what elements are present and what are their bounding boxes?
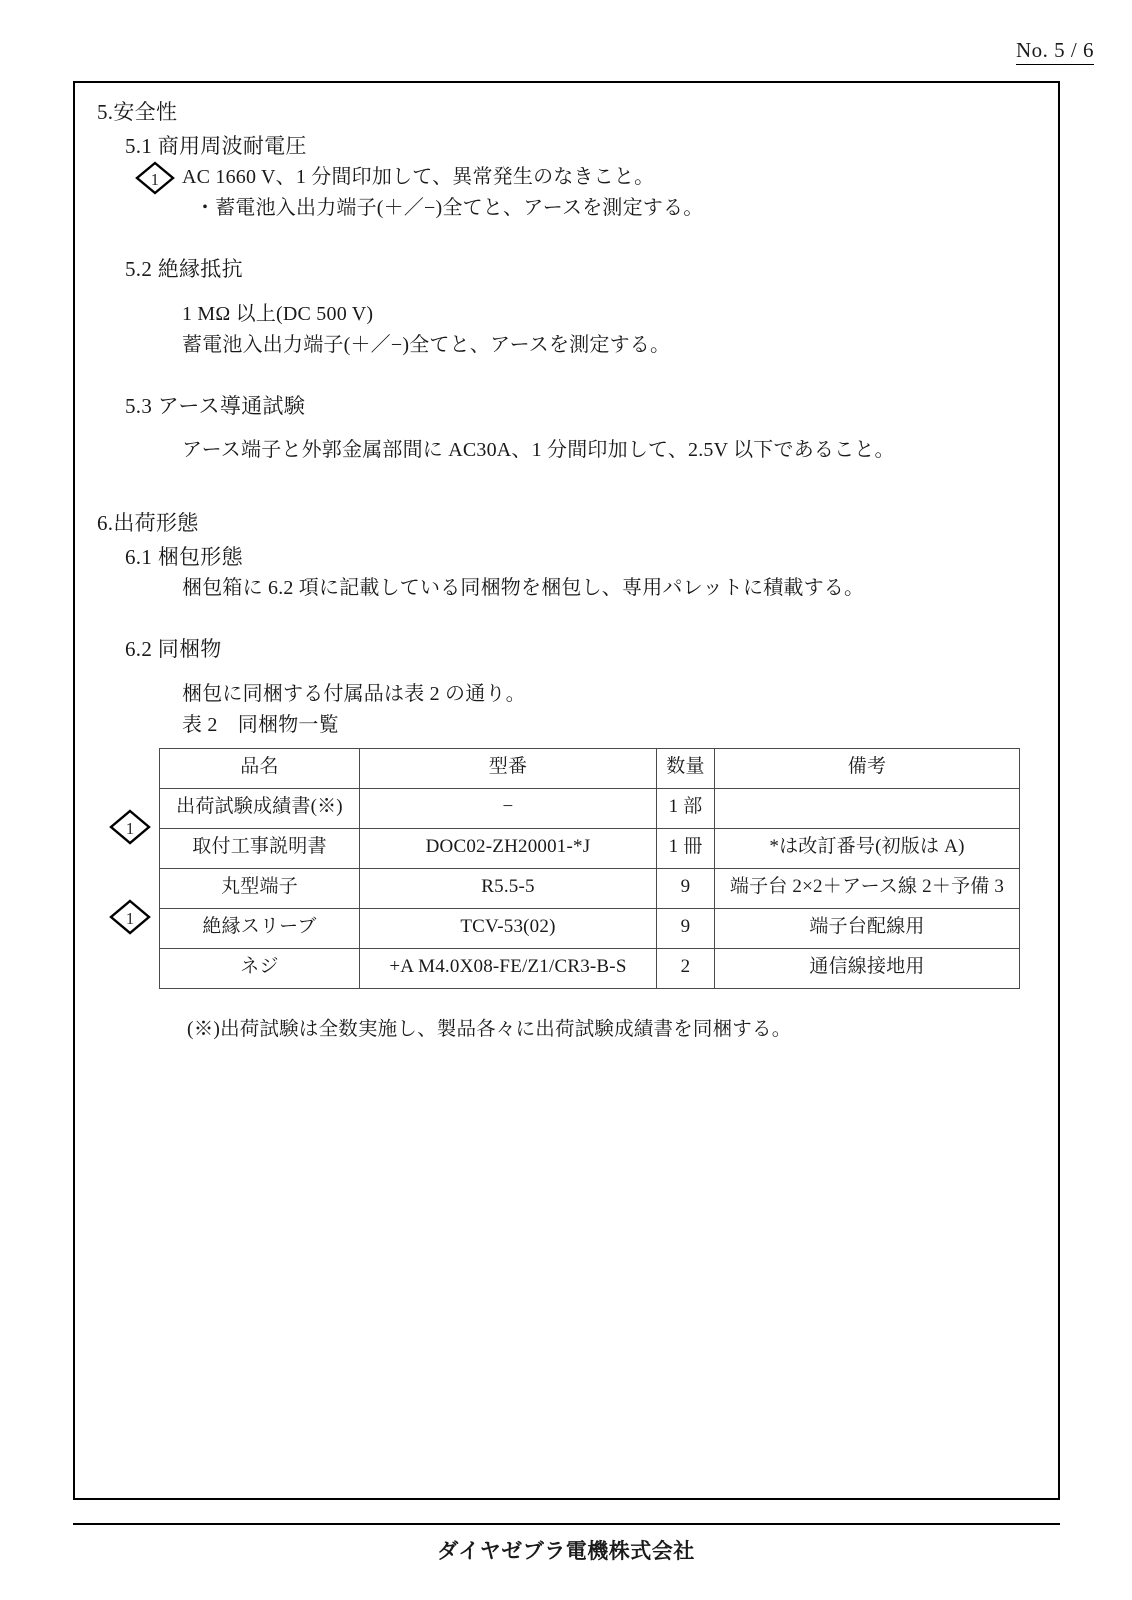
cell-note: 端子台 2×2＋アース線 2＋予備 3: [715, 868, 1020, 908]
cell-model: +A M4.0X08-FE/Z1/CR3-B-S: [360, 948, 657, 988]
cell-note: 通信線接地用: [715, 948, 1020, 988]
table-row: [160, 908, 1020, 948]
cell-qty: 2: [657, 948, 715, 988]
cell-name: 出荷試験成績書(※): [160, 788, 360, 828]
footer-company-name: ダイヤゼブラ電機株式会社: [437, 1540, 695, 1563]
subsection-heading-6-2: 6.2 同梱物: [125, 637, 222, 661]
cell-qty: 9: [657, 908, 715, 948]
cell-note: 端子台配線用: [715, 908, 1020, 948]
column-header-note: 備考: [715, 748, 1020, 788]
section-5-2-line-2: 蓄電池入出力端子(＋／−)全てと、アースを測定する。: [182, 333, 671, 356]
section-heading-5: 5.安全性: [97, 100, 178, 124]
spacer: [97, 286, 1036, 299]
revision-diamond-icon: [109, 899, 151, 935]
table-row: [160, 828, 1020, 868]
section-5-1-line-1: AC 1660 V、1 分間印加して、異常発生のなきこと。: [182, 166, 655, 188]
revision-diamond-icon: [135, 161, 175, 195]
table-footnote: (※)出荷試験は全数実施し、製品各々に出荷試験成績書を同梱する。: [187, 1018, 792, 1040]
spacer: [97, 361, 1036, 391]
section-6-1-line-1: 梱包箱に 6.2 項に記載している同梱物を梱包し、専用パレットに積載する。: [182, 577, 865, 599]
parts-table: [159, 748, 1020, 989]
column-header-name: 品名: [160, 748, 360, 788]
svg-text:1: 1: [125, 908, 135, 928]
section-heading-6: 6.出荷形態: [97, 511, 199, 535]
revision-diamond-icon: [109, 809, 151, 845]
svg-text:1: 1: [125, 818, 135, 838]
footer-divider: [73, 1523, 1060, 1525]
table-row: [160, 948, 1020, 988]
spacer: [97, 604, 1036, 634]
table-row: [160, 868, 1020, 908]
cell-model: −: [360, 788, 657, 828]
section-5-1-line-1-row: [97, 162, 1036, 193]
cell-name: ネジ: [160, 948, 360, 988]
column-header-model: 型番: [360, 748, 657, 788]
cell-qty: 9: [657, 868, 715, 908]
spacer: [97, 741, 1036, 748]
spacer: [97, 466, 1036, 508]
cell-name: 絶縁スリーブ: [160, 908, 360, 948]
cell-qty: 1 部: [657, 788, 715, 828]
section-5-2-line-1: 1 MΩ 以上(DC 500 V): [182, 302, 374, 325]
page-content-frame: [73, 81, 1060, 1500]
section-6-2-line-1: 梱包に同梱する付属品は表 2 の通り。: [182, 682, 526, 705]
cell-name: 丸型端子: [160, 868, 360, 908]
subsection-heading-5-3: 5.3 アース導通試験: [125, 393, 306, 418]
subsection-heading-6-1: 6.1 梱包形態: [125, 544, 243, 569]
cell-qty: 1 冊: [657, 828, 715, 868]
subsection-heading-5-1: 5.1 商用周波耐電圧: [125, 133, 307, 158]
spacer: [97, 666, 1036, 679]
parts-table-wrap: [97, 748, 1036, 989]
page-number-header: No. 5 / 6: [1016, 38, 1094, 65]
cell-note: [715, 788, 1020, 828]
page-content: [75, 83, 1058, 1498]
spacer: [97, 989, 1036, 1015]
cell-model: R5.5-5: [360, 868, 657, 908]
table-header-row: [160, 748, 1020, 788]
table-caption: 表 2 同梱物一覧: [182, 713, 339, 736]
subsection-heading-5-2: 5.2 絶縁抵抗: [125, 257, 243, 281]
section-5-1-line-2: ・蓄電池入出力端子(＋／−)全てと、アースを測定する。: [195, 197, 704, 219]
cell-model: TCV-53(02): [360, 908, 657, 948]
spacer: [97, 422, 1036, 435]
column-header-qty: 数量: [657, 748, 715, 788]
cell-model: DOC02-ZH20001-*J: [360, 828, 657, 868]
cell-name: 取付工事説明書: [160, 828, 360, 868]
cell-note: *は改訂番号(初版は A): [715, 828, 1020, 868]
table-row: [160, 788, 1020, 828]
section-5-3-line-1: アース端子と外郭金属部間に AC30A、1 分間印加して、2.5V 以下であること。: [182, 439, 895, 461]
svg-text:1: 1: [150, 169, 160, 189]
spacer: [97, 224, 1036, 254]
